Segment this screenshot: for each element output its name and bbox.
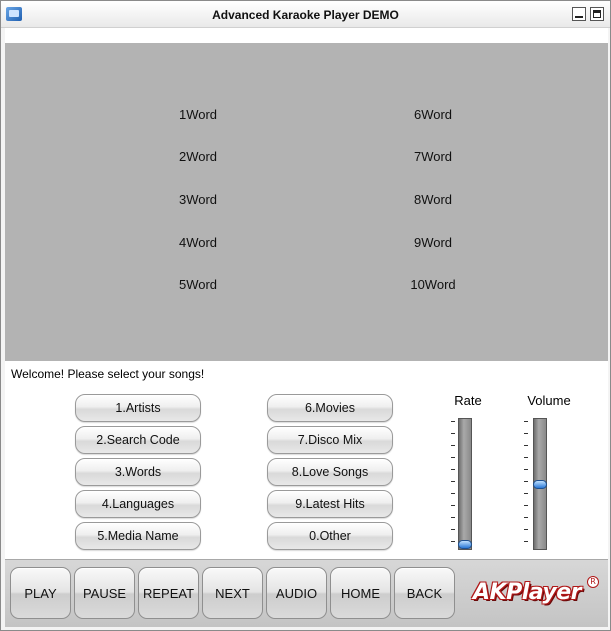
maximize-button[interactable]	[590, 7, 604, 21]
rate-slider[interactable]	[458, 418, 472, 550]
rate-label: Rate	[454, 393, 482, 408]
latest-hits-button[interactable]: 9.Latest Hits	[267, 490, 393, 518]
word-item[interactable]: 9Word	[413, 235, 453, 250]
artists-button[interactable]: 1.Artists	[75, 394, 201, 422]
volume-slider[interactable]	[533, 418, 547, 550]
volume-slider-thumb[interactable]	[533, 480, 547, 489]
media-name-button[interactable]: 5.Media Name	[75, 522, 201, 550]
word-item[interactable]: 4Word	[178, 235, 218, 250]
word-item[interactable]: 2Word	[178, 149, 218, 164]
pause-button[interactable]: PAUSE	[74, 567, 135, 619]
top-strip	[5, 28, 608, 43]
rate-slider-thumb[interactable]	[458, 540, 472, 549]
words-button[interactable]: 3.Words	[75, 458, 201, 486]
word-item[interactable]: 8Word	[413, 192, 453, 207]
registered-mark: R	[587, 576, 599, 588]
word-item[interactable]: 7Word	[413, 149, 453, 164]
volume-label: Volume	[527, 393, 571, 408]
audio-button[interactable]: AUDIO	[266, 567, 327, 619]
word-item[interactable]: 3Word	[178, 192, 218, 207]
word-item[interactable]: 5Word	[178, 277, 218, 292]
word-item[interactable]: 6Word	[413, 107, 453, 122]
word-panel	[5, 43, 608, 361]
akplayer-logo: AKPlayer	[473, 580, 582, 605]
repeat-button[interactable]: REPEAT	[138, 567, 199, 619]
other-button[interactable]: 0.Other	[267, 522, 393, 550]
back-button[interactable]: BACK	[394, 567, 455, 619]
languages-button[interactable]: 4.Languages	[75, 490, 201, 518]
title-bar[interactable]	[1, 1, 610, 28]
window-title: Advanced Karaoke Player DEMO	[212, 8, 399, 22]
play-button[interactable]: PLAY	[10, 567, 71, 619]
welcome-message: Welcome! Please select your songs!	[11, 367, 205, 381]
word-item[interactable]: 10Word	[410, 277, 456, 292]
home-button[interactable]: HOME	[330, 567, 391, 619]
minimize-button[interactable]	[572, 7, 586, 21]
bottom-toolbar	[5, 559, 608, 627]
movies-button[interactable]: 6.Movies	[267, 394, 393, 422]
next-button[interactable]: NEXT	[202, 567, 263, 619]
disco-mix-button[interactable]: 7.Disco Mix	[267, 426, 393, 454]
control-area	[5, 361, 608, 559]
love-songs-button[interactable]: 8.Love Songs	[267, 458, 393, 486]
word-item[interactable]: 1Word	[178, 107, 218, 122]
search-code-button[interactable]: 2.Search Code	[75, 426, 201, 454]
